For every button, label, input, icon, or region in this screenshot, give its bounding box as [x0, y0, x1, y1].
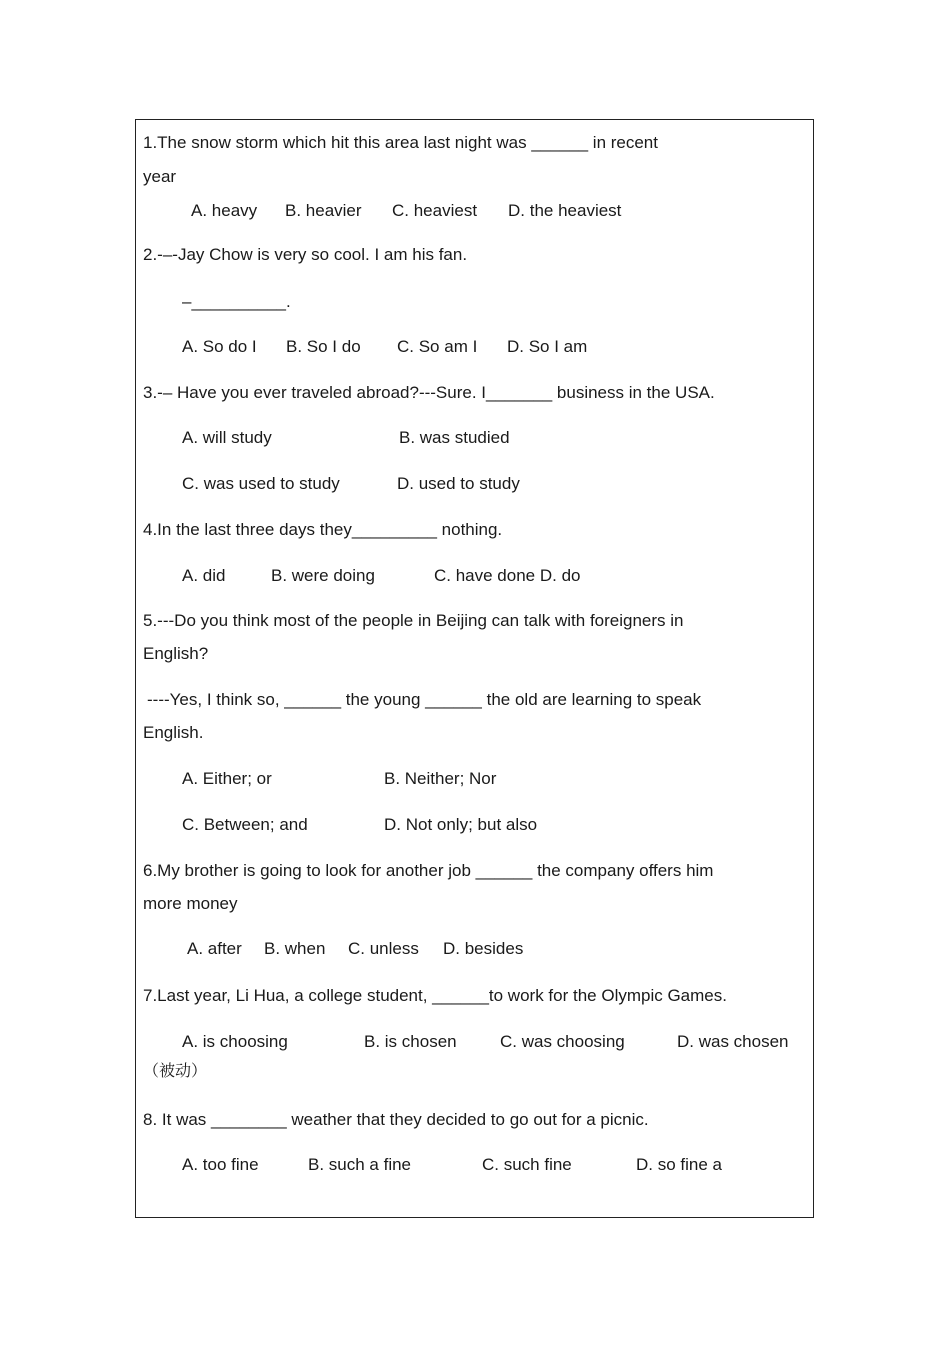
q5-stem-line2: English? [143, 644, 209, 663]
q4-option-a: A. did [182, 566, 226, 585]
q3-option-b: B. was studied [399, 428, 510, 447]
q5-stem-line1: 5.---Do you think most of the people in Beijing can talk with foreigners in [143, 611, 684, 630]
q7-note: （被动） [143, 1061, 208, 1080]
q1-option-c: C. heaviest [392, 201, 478, 220]
q3-option-a: A. will study [182, 428, 272, 447]
q8-option-c: C. such fine [482, 1155, 572, 1174]
q2-option-b: B. So I do [286, 337, 361, 356]
q8-option-d: D. so fine a [636, 1155, 722, 1174]
q7-stem: 7.Last year, Li Hua, a college student, ______to work for the Olympic Games. [143, 986, 727, 1005]
q2-option-a: A. So do I [182, 337, 257, 356]
q1-option-a: A. heavy [191, 201, 258, 220]
question-box [135, 119, 814, 1218]
q5-reply-line2: English. [143, 723, 204, 742]
q5-option-b: B. Neither; Nor [384, 769, 497, 788]
q8-option-b: B. such a fine [308, 1155, 412, 1174]
q2-stem: 2.-–-Jay Chow is very so cool. I am his fan. [143, 245, 468, 264]
q5-reply-line1: ----Yes, I think so, ______ the young ______ the old are learning to speak [147, 690, 702, 709]
q5-option-c: C. Between; and [182, 815, 308, 834]
q6-option-a: A. after [187, 939, 242, 958]
q2-option-d: D. So I am [507, 337, 588, 356]
q6-stem-line2: more money [143, 894, 238, 913]
q1-option-d: D. the heaviest [508, 201, 622, 220]
q7-option-a: A. is choosing [182, 1032, 288, 1051]
q5-option-d: D. Not only; but also [384, 815, 538, 834]
q6-stem-line1: 6.My brother is going to look for another job ______ the company offers him [143, 861, 714, 880]
q6-option-b: B. when [264, 939, 326, 958]
q6-option-d: D. besides [443, 939, 524, 958]
q2-reply: –__________. [182, 292, 291, 311]
q7-option-d: D. was chosen [677, 1032, 789, 1051]
q4-option-b: B. were doing [271, 566, 375, 585]
q7-option-b: B. is chosen [364, 1032, 457, 1051]
q1-stem-line2: year [143, 167, 177, 186]
q8-stem: 8. It was ________ weather that they decided to go out for a picnic. [143, 1110, 649, 1129]
q1-option-b: B. heavier [285, 201, 362, 220]
q3-option-d: D. used to study [397, 474, 520, 493]
q5-option-a: A. Either; or [182, 769, 272, 788]
q1-stem-line1: 1.The snow storm which hit this area last night was ______ in recent [143, 133, 658, 152]
q4-stem: 4.In the last three days they_________ nothing. [143, 520, 503, 539]
q3-option-c: C. was used to study [182, 474, 340, 493]
q2-option-c: C. So am I [397, 337, 478, 356]
q3-stem: 3.-– Have you ever traveled abroad?---Sure. I_______ business in the USA. [143, 383, 715, 402]
q4-option-cd: C. have done D. do [434, 566, 581, 585]
q7-option-c: C. was choosing [500, 1032, 625, 1051]
q6-option-c: C. unless [348, 939, 419, 958]
q8-option-a: A. too fine [182, 1155, 259, 1174]
